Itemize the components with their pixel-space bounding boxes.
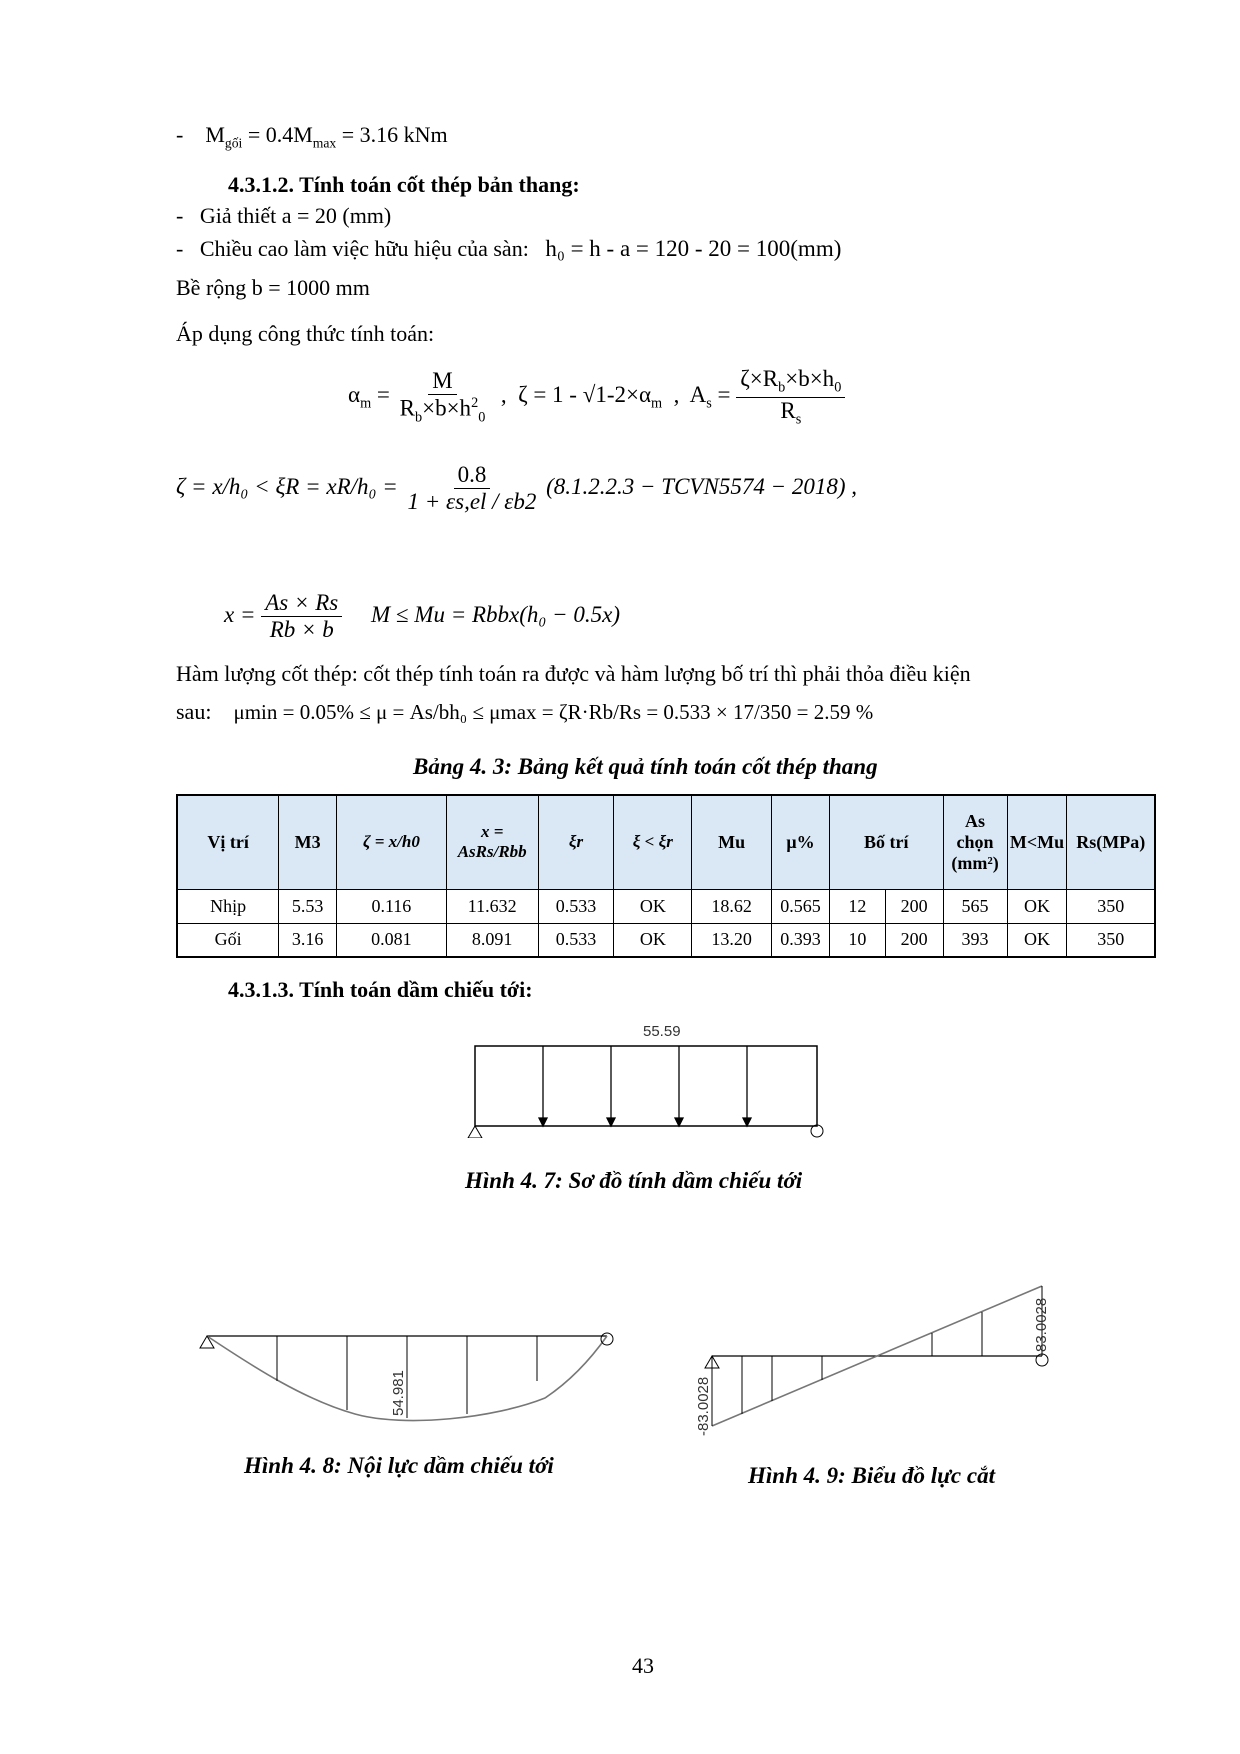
steel-content-text-2: sau: μmin = 0.05% ≤ μ = As/bh₀ ≤ μmax = ζR·Rb/Rs = 0.533 × 17/350 = 2.59 % — [176, 699, 874, 724]
fig9-caption: Hình 4. 9: Biểu đồ lực cắt — [748, 1463, 995, 1488]
col-m-lt-mu: M<Mu — [1007, 795, 1067, 889]
col-zeta: ζ = x/h0 — [337, 795, 447, 889]
formula-row-1: $\alpha_m$ = $\frac{M}{R_b\times b\times h^2_0}$ , $\zeta = 1 - √1-2\times\alpha_m$ , $A_s$ = $\frac{\zeta\times R_b\times b\times h_0}{R_s}$ — [348, 366, 845, 428]
pin-support-icon — [200, 1336, 214, 1348]
table-header-row — [177, 795, 1155, 889]
table-row: Gối 3.16 0.081 8.091 0.533 OK 13.20 0.393 10 200 393 OK 350 — [177, 923, 1155, 957]
apply-formula-line: Áp dụng công thức tính toán: — [176, 321, 435, 346]
col-as-chon: As chọn (mm²) — [943, 795, 1007, 889]
page-number: 43 — [632, 1653, 654, 1678]
col-xir: ξr — [538, 795, 614, 889]
fig7-caption: Hình 4. 7: Sơ đồ tính dầm chiếu tới — [465, 1168, 803, 1193]
section-heading-4313: 4.3.1.3. Tính toán dầm chiếu tới: — [228, 977, 533, 1002]
pin-support-icon — [468, 1126, 482, 1138]
col-mu-percent: μ% — [772, 795, 830, 889]
roller-support-icon — [601, 1333, 613, 1345]
col-m3: M3 — [279, 795, 337, 889]
formula-x-mu: x = $\frac{As \times Rs}{Rb \times b}$ M ≤ Mu = Rbbx(h₀ − 0.5x) — [224, 590, 621, 642]
col-compare: ξ < ξr — [614, 795, 692, 889]
fig9-left-value: -83.0028 — [695, 1376, 712, 1436]
col-bo-tri: Bố trí — [829, 795, 943, 889]
col-rs: Rs(MPa) — [1067, 795, 1155, 889]
as-formula: $A_s$ = $\frac{\zeta\times R_b\times b\times h_0}{R_s}$ — [690, 382, 846, 407]
steel-result-table — [176, 794, 1156, 958]
col-vitri: Vị trí — [177, 795, 279, 889]
table-caption: Bảng 4. 3: Bảng kết quả tính toán cốt thép thang — [413, 754, 878, 779]
fig9-shear-diagram — [690, 1268, 1070, 1438]
assume-a-line: - Giả thiết a = 20 (mm) — [176, 203, 392, 228]
fig8-caption: Hình 4. 8: Nội lực dầm chiếu tới — [244, 1453, 554, 1478]
section-heading-4312: 4.3.1.2. Tính toán cốt thép bản thang: — [228, 172, 580, 197]
fig8-moment-value: 54.981 — [390, 1370, 407, 1416]
zeta-formula: $\zeta = 1 - √1-2\times\alpha_m$ — [518, 382, 663, 412]
table-row: Nhịp 5.53 0.116 11.632 0.533 OK 18.62 0.565 12 200 565 OK 350 — [177, 889, 1155, 923]
col-mu: Mu — [692, 795, 772, 889]
formula-xi-r: ζ = x/h₀ < ξR = xR/h₀ = $\frac{0.8}{1 + \varepsilon s,el / \varepsilon b2}$ (8.1.2.2.3 − TCVN5574 − 2018) , — [176, 462, 858, 514]
h0-line: - Chiều cao làm việc hữu hiệu của sàn: h₀ = h - a = 120 - 20 = 100(mm) — [176, 236, 842, 261]
steel-content-text: Hàm lượng cốt thép: cốt thép tính toán ra được và hàm lượng bố trí thì phải thỏa điều kiện — [176, 661, 971, 686]
mu-range-formula: μmin = 0.05% ≤ μ = As/bh₀ ≤ μmax = ζR·Rb/Rs = 0.533 × 17/350 = 2.59 % — [233, 700, 874, 724]
col-x: x = AsRs/Rbb — [446, 795, 538, 889]
fig7-load-label: 55.59 — [643, 1023, 681, 1040]
alpha-m-formula: $\alpha_m$ = $\frac{M}{R_b\times b\times h^2_0}$ — [348, 367, 486, 426]
m-goi-line: - $M_{gối} = 0.4M_{max} = 3.16$ kNm — [176, 122, 448, 151]
width-b-line: Bề rộng b = 1000 mm — [176, 275, 370, 300]
fig8-moment-diagram — [195, 1318, 625, 1428]
fig7-load-diagram — [455, 1018, 855, 1138]
h0-formula: h₀ = h - a = 120 - 20 = 100(mm) — [545, 236, 842, 261]
fig9-right-value: 83.0028 — [1033, 1297, 1050, 1352]
roller-support-icon — [811, 1125, 823, 1137]
